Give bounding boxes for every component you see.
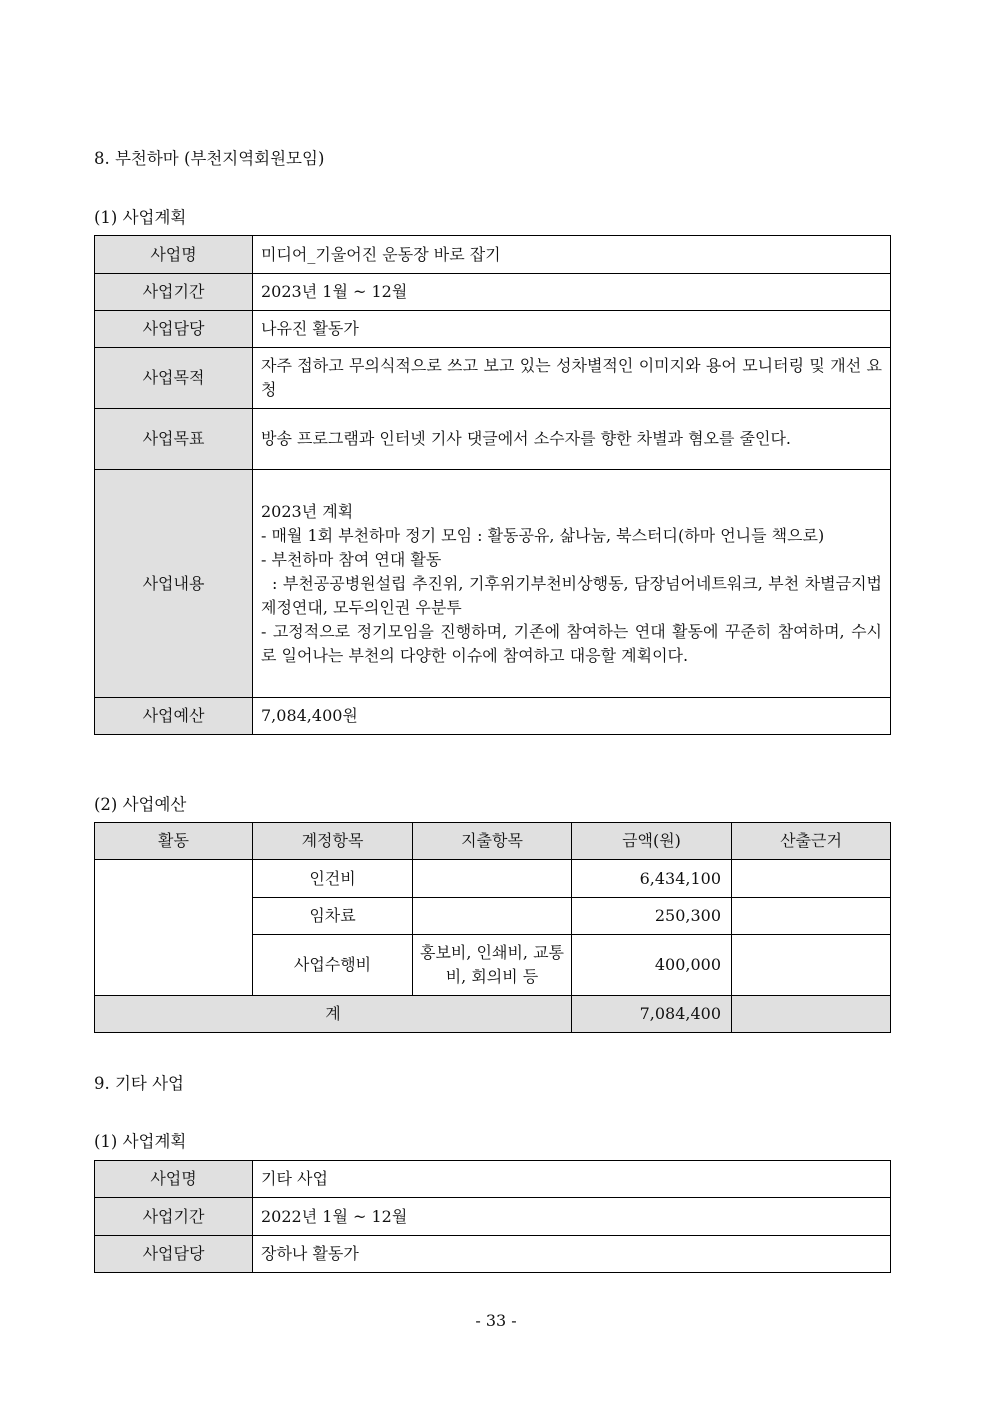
page-number: - 33 - xyxy=(475,1311,517,1330)
budget-table xyxy=(94,822,891,1033)
budget-expense xyxy=(413,898,572,935)
budget-header-account: 계정항목 xyxy=(253,823,413,860)
budget-amount: 6,434,100 xyxy=(572,860,732,898)
budget-expense xyxy=(413,860,572,898)
section-9-plan-heading: (1) 사업계획 xyxy=(94,1132,187,1151)
plan-value-name: 기타 사업 xyxy=(253,1161,891,1198)
budget-total-amount: 7,084,400 xyxy=(572,996,732,1033)
section-8-plan-heading: (1) 사업계획 xyxy=(94,208,187,227)
budget-basis xyxy=(732,935,891,996)
budget-header-row xyxy=(95,823,891,860)
plan-label-content: 사업내용 xyxy=(95,470,253,698)
budget-account: 사업수행비 xyxy=(253,935,413,996)
budget-row xyxy=(95,860,891,898)
budget-total-row xyxy=(95,996,891,1033)
plan-value-period: 2023년 1월 ~ 12월 xyxy=(253,274,891,311)
section-8-budget-heading: (2) 사업예산 xyxy=(94,795,187,814)
plan-row-manager xyxy=(95,1236,891,1273)
plan-label-purpose: 사업목적 xyxy=(95,348,253,409)
plan-value-content xyxy=(253,470,891,698)
plan-row-content xyxy=(95,470,891,698)
content-line: : 부천공공병원설립 추진위, 기후위기부천비상행동, 담장넘어네트워크, 부천 차별금지법제정연대, 모두의인권 우분투 xyxy=(261,573,882,617)
content-line: - 고정적으로 정기모임을 진행하며, 기존에 참여하는 연대 활동에 꾸준히 참여하며, 수시로 일어나는 부천의 다양한 이슈에 참여하고 대응할 계획이다. xyxy=(261,621,882,665)
plan-value-period: 2022년 1월 ~ 12월 xyxy=(253,1198,891,1236)
budget-amount: 250,300 xyxy=(572,898,732,935)
plan-label-name: 사업명 xyxy=(95,1161,253,1198)
plan-label-budget: 사업예산 xyxy=(95,698,253,735)
plan-label-manager: 사업담당 xyxy=(95,311,253,348)
plan-row-period xyxy=(95,1198,891,1236)
plan-row-purpose xyxy=(95,348,891,409)
budget-total-label: 계 xyxy=(95,996,572,1033)
budget-header-activity: 활동 xyxy=(95,823,253,860)
section-8-title: 8. 부천하마 (부천지역회원모임) xyxy=(94,149,325,168)
plan-label-goal: 사업목표 xyxy=(95,409,253,470)
plan-row-name xyxy=(95,236,891,274)
plan-row-name xyxy=(95,1161,891,1198)
section-9-plan-table xyxy=(94,1160,891,1273)
budget-total-basis xyxy=(732,996,891,1033)
plan-value-goal: 방송 프로그램과 인터넷 기사 댓글에서 소수자를 향한 차별과 혐오를 줄인다. xyxy=(253,409,891,470)
plan-label-period: 사업기간 xyxy=(95,1198,253,1236)
plan-row-goal xyxy=(95,409,891,470)
budget-expense: 홍보비, 인쇄비, 교통비, 회의비 등 xyxy=(413,935,572,996)
plan-value-budget: 7,084,400원 xyxy=(253,698,891,735)
content-line: 2023년 계획 xyxy=(261,501,354,521)
content-line: - 매월 1회 부천하마 정기 모임 : 활동공유, 삶나눔, 북스터디(하마 언니들 책으로) xyxy=(261,525,825,545)
plan-row-budget xyxy=(95,698,891,735)
budget-basis xyxy=(732,860,891,898)
plan-value-name: 미디어_기울어진 운동장 바로 잡기 xyxy=(253,236,891,274)
budget-account: 임차료 xyxy=(253,898,413,935)
plan-label-manager: 사업담당 xyxy=(95,1236,253,1273)
budget-activity-cell xyxy=(95,860,253,996)
budget-amount: 400,000 xyxy=(572,935,732,996)
plan-row-period xyxy=(95,274,891,311)
plan-value-purpose: 자주 접하고 무의식적으로 쓰고 보고 있는 성차별적인 이미지와 용어 모니터링 및 개선 요청 xyxy=(253,348,891,409)
section-9-title: 9. 기타 사업 xyxy=(94,1074,184,1093)
plan-value-manager: 나유진 활동가 xyxy=(253,311,891,348)
plan-label-name: 사업명 xyxy=(95,236,253,274)
plan-row-manager xyxy=(95,311,891,348)
plan-value-manager: 장하나 활동가 xyxy=(253,1236,891,1273)
section-8-plan-table xyxy=(94,235,891,735)
budget-header-amount: 금액(원) xyxy=(572,823,732,860)
budget-basis xyxy=(732,898,891,935)
budget-account: 인건비 xyxy=(253,860,413,898)
budget-header-expense: 지출항목 xyxy=(413,823,572,860)
content-line: - 부천하마 참여 연대 활동 xyxy=(261,549,442,569)
budget-header-basis: 산출근거 xyxy=(732,823,891,860)
plan-label-period: 사업기간 xyxy=(95,274,253,311)
